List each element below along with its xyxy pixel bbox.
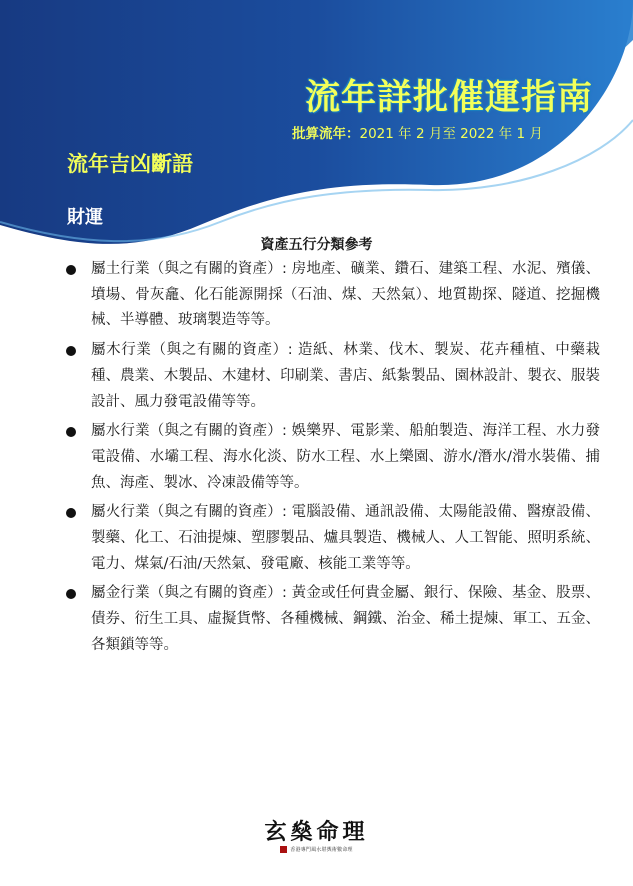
list-heading: 資產五行分類參考: [260, 237, 373, 253]
bullet-icon: [66, 508, 76, 518]
period-value: 2021 年 2 月至 2022 年 1 月: [359, 126, 543, 142]
list-item: [66, 338, 600, 415]
list-item-text: 屬金行業（與之有關的資產）: 黃金或任何貴金屬、銀行、保險、基金、股票、債券、衍生工具、虛擬貨幣、各種機械、鋼鐵、治金、稀土提煉、軍工、五金、各類鎖等等。: [91, 585, 600, 653]
period-label: 批算流年：: [292, 126, 360, 142]
category-list: [66, 257, 600, 663]
logo-text: 玄燊命理: [264, 819, 369, 845]
footer-logo: [0, 815, 633, 853]
list-item-text: 屬木行業（與之有關的資產）: 造紙、林業、伐木、製炭、花卉種植、中藥栽種、農業、木製品、木建材、印刷業、書店、紙紮製品、園林設計、製衣、服裝設計、風力發電設備等等。: [91, 342, 600, 410]
period-line: [292, 122, 543, 142]
document-title: 流年詳批催運指南: [304, 78, 593, 118]
topic-heading: 財運: [67, 207, 103, 228]
list-item: [66, 500, 600, 577]
list-item: [66, 419, 600, 496]
section-heading: 流年吉凶斷語: [67, 152, 193, 176]
bullet-icon: [66, 589, 76, 599]
list-item: [66, 581, 600, 658]
bullet-icon: [66, 265, 76, 275]
logo-tagline-row: [0, 846, 633, 853]
bullet-icon: [66, 427, 76, 437]
list-item: [66, 257, 600, 334]
seal-icon: [280, 846, 287, 853]
list-item-text: 屬土行業（與之有關的資產）: 房地產、礦業、鑽石、建築工程、水泥、殯儀、墳場、骨灰龕、化石能源開採（石油、煤、天然氣）、地質勘探、隧道、挖掘機械、半導體、玻璃製造等等。: [91, 261, 600, 329]
list-item-text: 屬水行業（與之有關的資產）: 娛樂界、電影業、船舶製造、海洋工程、水力發電設備、水壩工程、海水化淡、防水工程、水上樂園、游水/潛水/滑水裝備、捕魚、海產、製冰、冷凍設備等等。: [91, 423, 600, 491]
logo-tagline: 香港專門風水堪輿術數命理: [290, 847, 353, 853]
list-item-text: 屬火行業（與之有關的資產）: 電腦設備、通訊設備、太陽能設備、醫療設備、製藥、化工、石油提煉、塑膠製品、爐具製造、機械人、人工智能、照明系統、電力、煤氣/石油/天然氣、發電廠、核能工業等等。: [91, 504, 600, 572]
bullet-icon: [66, 346, 76, 356]
